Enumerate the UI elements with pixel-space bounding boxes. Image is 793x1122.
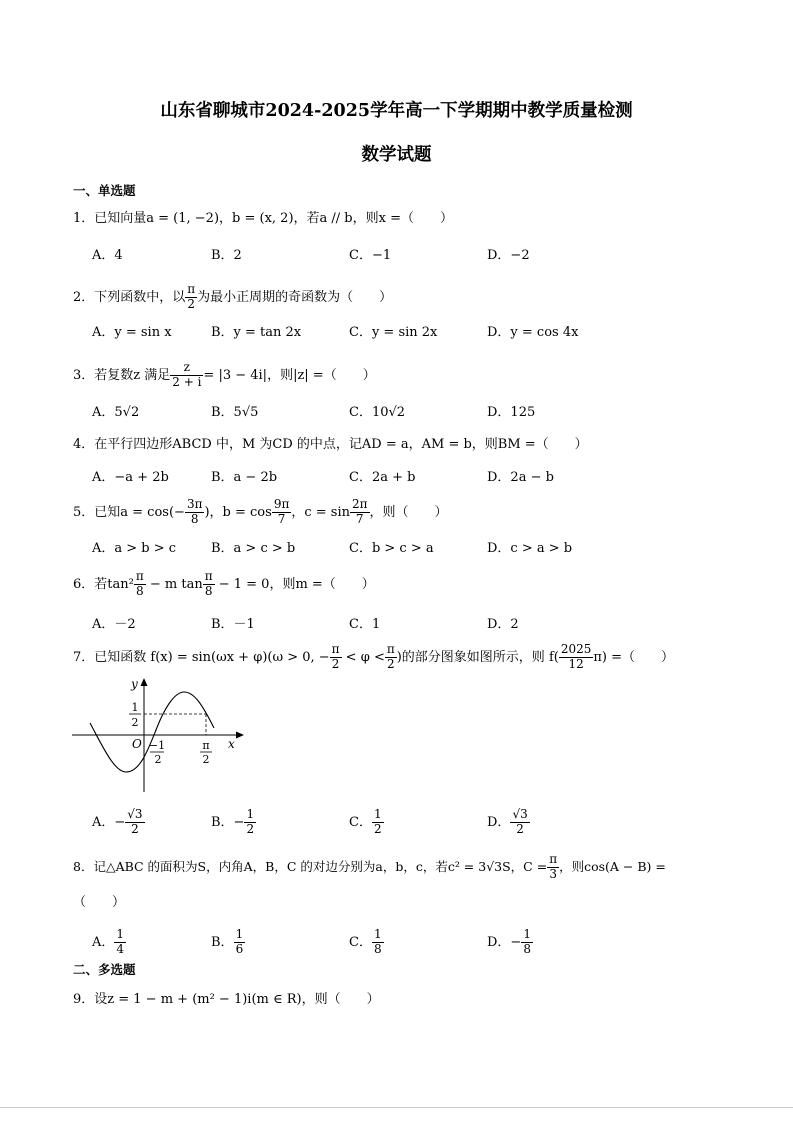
q7-frac2-den: 2: [386, 656, 395, 671]
q7-frac1-den: 2: [331, 656, 340, 671]
q8-option-b: [211, 928, 245, 957]
q7-option-b-fraction: [244, 808, 256, 837]
q7-text-2: < φ <: [341, 649, 385, 665]
question-1-stem: 1．已知向量a = (1, −2)，b = (x, 2)，若a // b，则x =（ ）: [73, 211, 453, 226]
sine-curve: [90, 692, 214, 772]
q3-option-d: D．125: [487, 405, 536, 420]
q5-fraction-2: [272, 498, 292, 527]
q8-optA-num: 1: [116, 927, 125, 941]
q7-text-3: )的部分图象如图所示，则 f(: [396, 649, 559, 665]
document-title: 山东省聊城市2024-2025学年高一下学期期中教学质量检测: [160, 101, 633, 121]
question-7-stem: [73, 643, 674, 672]
q5-frac1-num: 3π: [186, 497, 203, 511]
q3-text-a: 3．若复数z 满足: [73, 367, 171, 383]
q6-fraction-1: [134, 570, 146, 599]
q7-option-d-fraction: [510, 808, 529, 837]
q5-option-d: D．c > a > b: [487, 541, 573, 556]
q3-frac-den: 2 + i: [172, 374, 202, 389]
q3-fraction: [170, 361, 203, 390]
q5-text-4: ，则（ ）: [369, 504, 448, 520]
q4-option-c: C．2a + b: [349, 470, 416, 485]
q5-frac3-num: 2π: [351, 497, 368, 511]
q7-text-1: 7．已知函数 f(x) = sin(ωx + φ)(ω > 0, −: [73, 649, 330, 665]
q6-text-1: 6．若tan²: [73, 576, 134, 592]
q8-optC-num: 1: [373, 927, 382, 941]
q2-frac-den: 2: [187, 296, 196, 311]
q7-option-b: [211, 808, 256, 837]
q4-option-b: B．a − 2b: [211, 470, 278, 485]
q8-option-b-fraction: [234, 928, 246, 957]
q8-option-d-prefix: D．−: [487, 934, 522, 950]
q2-fraction: [185, 283, 197, 312]
q3-option-c: C．10√2: [349, 405, 406, 420]
q8-optD-den: 8: [523, 941, 531, 956]
q7-option-b-prefix: B．−: [211, 814, 245, 830]
x-tick-neg-half-den: 2: [154, 753, 162, 766]
y-axis-arrow: [141, 678, 148, 686]
q5-text-1: 5．已知a = cos(−: [73, 504, 185, 520]
question-3-stem: [73, 361, 376, 390]
q8-option-d: [487, 928, 533, 957]
q4-option-a: A．−a + 2b: [92, 470, 169, 485]
q8-text-2: ，则cos(A − B) =: [559, 858, 666, 874]
q5-option-b: B．a > c > b: [211, 541, 296, 556]
q8-option-c: [349, 928, 384, 957]
q5-fraction-1: [185, 498, 205, 527]
q1-option-b: B．2: [211, 248, 242, 263]
q8-option-b-prefix: B．: [211, 934, 234, 950]
q8-frac1-num: π: [549, 852, 558, 866]
page-bottom-divider: [0, 1107, 793, 1108]
y-tick-half-den: 2: [131, 716, 139, 729]
q7-optC-num: 1: [373, 807, 382, 821]
q7-frac3-den: 12: [568, 656, 584, 671]
q8-text-1: 8．记△ABC 的面积为S，内角A，B，C 的对边分别为a，b，c，若c² = 3√3S，C =: [73, 858, 548, 874]
q8-optB-den: 6: [235, 941, 244, 956]
q7-optB-den: 2: [246, 821, 255, 836]
q7-fraction-3: [559, 643, 594, 672]
q6-option-b: B．－1: [211, 617, 255, 632]
q5-option-a: A．a > b > c: [92, 541, 177, 556]
x-axis-label: x: [228, 737, 235, 751]
q5-frac1-den: 8: [190, 511, 199, 526]
q2-option-c: C．y = sin 2x: [349, 325, 438, 340]
q7-optA-num: √3: [127, 807, 143, 821]
q7-frac3-num: 2025: [560, 642, 592, 656]
q7-frac2-num: π: [386, 642, 395, 656]
q7-option-c-prefix: C．: [349, 814, 372, 830]
q7-text-4: π) =（ ）: [593, 649, 675, 665]
q6-option-a: A．－2: [92, 617, 136, 632]
document-subtitle: 数学试题: [361, 145, 432, 165]
q3-frac-num: z: [170, 361, 203, 376]
q6-option-d: D．2: [487, 617, 519, 632]
q8-frac1-den: 3: [549, 866, 557, 881]
q1-option-c: C．−1: [349, 248, 392, 263]
q8-fraction-1: [547, 853, 559, 882]
q6-frac1-num: π: [135, 569, 144, 583]
section-multiple-choice: 二、多选题: [73, 962, 136, 977]
question-8-continuation: （ ）: [73, 895, 126, 910]
q6-text-3: − 1 = 0，则m =（ ）: [214, 576, 375, 592]
q7-option-c: [349, 808, 384, 837]
q7-function-graph: [66, 672, 256, 797]
q8-option-d-fraction: [521, 928, 533, 957]
section-single-choice: 一、单选题: [73, 183, 136, 198]
x-tick-pi-half-den: 2: [202, 753, 210, 766]
q5-option-c: C．b > c > a: [349, 541, 434, 556]
q7-option-c-fraction: [372, 808, 384, 837]
x-axis-arrow: [236, 732, 244, 739]
q7-optD-num: √3: [512, 807, 528, 821]
q8-option-a: [92, 928, 126, 957]
q8-option-a-prefix: A．: [92, 934, 115, 950]
q2-option-d: D．y = cos 4x: [487, 325, 579, 340]
question-5-stem: [73, 498, 448, 527]
q7-fraction-1: [330, 643, 342, 672]
x-tick-neg-half-num: −1: [148, 739, 166, 752]
q8-optB-num: 1: [235, 927, 244, 941]
q6-text-2: − m tan: [145, 576, 203, 592]
q7-optB-num: 1: [246, 807, 255, 821]
question-9-stem: 9．设z = 1 − m + (m² − 1)i(m ∈ R)，则（ ）: [73, 992, 380, 1007]
q5-fraction-3: [350, 498, 370, 527]
q7-option-a: [92, 808, 145, 837]
q5-frac2-num: 9π: [273, 497, 290, 511]
q1-option-d: D．−2: [487, 248, 530, 263]
q3-option-b: B．5√5: [211, 405, 259, 420]
q2-option-a: A．y = sin x: [92, 325, 172, 340]
question-6-stem: [73, 570, 375, 599]
q8-option-a-fraction: [114, 928, 126, 957]
q5-frac2-den: 7: [277, 511, 286, 526]
q6-frac2-num: π: [204, 569, 213, 583]
q7-option-d: [487, 808, 530, 837]
q4-option-d: D．2a − b: [487, 470, 554, 485]
q8-optC-den: 8: [373, 941, 382, 956]
question-4-stem: 4．在平行四边形ABCD 中，M 为CD 的中点，记AD = a，AM = b，则BM =（ ）: [73, 437, 588, 452]
q7-option-a-fraction: [125, 808, 144, 837]
q7-fraction-2: [385, 643, 397, 672]
q8-option-c-fraction: [372, 928, 384, 957]
q7-frac1-num: π: [331, 642, 340, 656]
q3-text-b: = |3 − 4i|，则|z| =（ ）: [203, 367, 376, 383]
y-axis-label: y: [131, 677, 138, 691]
q8-option-c-prefix: C．: [349, 934, 372, 950]
q6-frac1-den: 8: [135, 583, 144, 598]
q2-text-a: 2．下列函数中，以: [73, 289, 186, 305]
q1-option-a: A．4: [92, 248, 123, 263]
q7-option-d-prefix: D．: [487, 814, 511, 830]
q5-text-2: )，b = cos: [204, 504, 272, 520]
origin-label: O: [132, 737, 142, 751]
q5-text-3: ，c = sin: [291, 504, 350, 520]
question-8-stem: [73, 853, 666, 882]
q5-frac3-den: 7: [355, 511, 364, 526]
y-tick-half-num: 1: [131, 701, 139, 714]
q3-option-a: A．5√2: [92, 405, 140, 420]
x-tick-pi-half-num: π: [202, 739, 210, 752]
q7-optD-den: 2: [516, 821, 524, 836]
q6-fraction-2: [203, 570, 215, 599]
q2-text-b: 为最小正周期的奇函数为（ ）: [197, 289, 393, 305]
q7-optA-den: 2: [131, 821, 139, 836]
q6-frac2-den: 8: [204, 583, 213, 598]
q7-optC-den: 2: [373, 821, 382, 836]
q6-option-c: C．1: [349, 617, 381, 632]
q2-frac-num: π: [187, 282, 196, 296]
q8-optD-num: 1: [523, 927, 531, 941]
q8-optA-den: 4: [116, 941, 125, 956]
q2-option-b: B．y = tan 2x: [211, 325, 302, 340]
q7-option-a-prefix: A．−: [92, 814, 126, 830]
question-2-stem: [73, 283, 392, 312]
